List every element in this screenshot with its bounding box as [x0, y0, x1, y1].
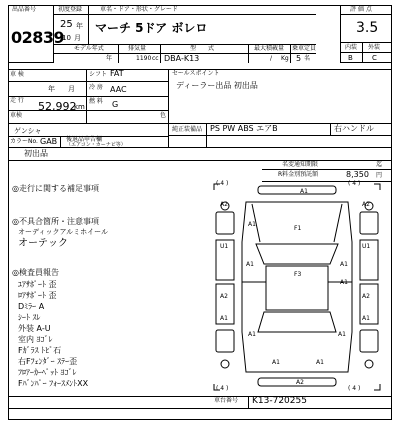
interior-label: 内装: [345, 44, 358, 51]
score-value: 3.5: [356, 20, 379, 36]
damage-mark: A1: [248, 221, 256, 228]
section3-title: ◎検査員報告: [12, 268, 59, 277]
exterior-label: 外装: [368, 44, 381, 51]
lot-label: 出品番号: [12, 6, 37, 13]
damage-mark: U1: [362, 243, 371, 250]
extras-label: 後退品申告欄: [66, 136, 103, 143]
damage-mark: A1: [316, 359, 324, 366]
mileage-unit: km: [74, 103, 85, 111]
chassis-label: 車台番号: [214, 397, 239, 404]
max-load-unit: Kg: [281, 55, 289, 62]
damage-mark: A1: [338, 331, 346, 338]
damage-mark: U1: [220, 243, 229, 250]
doc-label: 名変通知期限: [282, 161, 319, 168]
tax-value: 8,350: [346, 170, 369, 179]
damage-mark: A1: [246, 261, 254, 268]
damage-mark: A1: [340, 279, 348, 286]
capacity-value: 5: [296, 54, 302, 63]
fuel-value: G: [112, 100, 119, 109]
color-code-label: カラーNo.: [10, 138, 38, 145]
report-line: 室内 ﾖｺﾞﾚ: [18, 335, 53, 344]
report-line: Dﾐﾗｰ A: [18, 302, 45, 311]
model-year-label: モデル年式: [74, 45, 104, 52]
lot-number: 02839: [11, 28, 65, 47]
damage-mark: A2: [362, 293, 370, 300]
damage-mark: A1: [300, 188, 308, 195]
color-label: 色: [160, 112, 167, 119]
color-code-value: GAB: [40, 137, 58, 146]
capacity-unit: 名: [304, 55, 311, 62]
shift-value: FAT: [110, 69, 124, 78]
damage-mark: A1: [362, 315, 370, 322]
reg-year-unit: 年: [76, 22, 83, 30]
model-year-unit: 年: [106, 55, 113, 62]
corner-label-br: ( 4 ): [348, 385, 361, 392]
displacement-unit: cc: [152, 55, 159, 62]
section2-line: オーテック: [18, 238, 68, 249]
displacement-value: 1190: [136, 55, 152, 62]
shift-label: シフト: [89, 71, 108, 78]
section2-line: オーディックアルミホイール: [18, 228, 109, 236]
inspection-year-unit: 年: [48, 85, 55, 93]
report-line: ｼｰﾄ ｽﾚ: [18, 313, 41, 322]
max-load-value: /: [270, 55, 273, 62]
damage-mark: A1: [220, 315, 228, 322]
reg-month: 10: [62, 34, 71, 42]
damage-mark: A1: [248, 331, 256, 338]
report-line: Fﾊﾞﾝﾊﾟｰ ﾌｫｰｽﾒﾝﾄXX: [18, 379, 89, 388]
extras-label-2: （エアコン・カーナビ等）: [66, 142, 126, 148]
report-line: ﾛｱｻﾎﾟｰﾄ 歪: [18, 291, 57, 300]
ac-value: AAC: [110, 85, 127, 94]
car-name: マーチ 5ドア ボレロ: [95, 21, 208, 35]
reg-month-unit: 月: [74, 34, 81, 42]
interior-grade: B: [348, 54, 353, 62]
max-load-label: 最大積載量: [254, 45, 285, 52]
color-type-value: ゲンシャ: [14, 127, 42, 135]
damage-mark: A1: [340, 261, 348, 268]
ac-label: 冷 房: [89, 84, 103, 91]
car-outline: [212, 182, 382, 392]
report-line: 右Fﾌｪﾝﾀﾞｰ ｽﾃｰ歪: [18, 357, 78, 366]
damage-mark: F1: [294, 225, 302, 232]
report-line: 外装 A-U: [18, 324, 51, 333]
damage-mark: A2: [362, 201, 370, 208]
tax-label: R料金別預託額: [278, 171, 319, 178]
damage-mark: A2: [296, 379, 304, 386]
steering-value: 右ハンドル: [334, 124, 374, 133]
type-value: DBA-K13: [164, 54, 200, 63]
corner-label-tl: ( 4 ): [216, 180, 229, 187]
mileage-value: 52,992: [38, 100, 77, 113]
mileage-label: 走 行: [10, 97, 24, 104]
exterior-grade: C: [372, 54, 377, 62]
type-label: 型 式: [190, 45, 215, 52]
fuel-label: 燃 料: [89, 98, 103, 105]
car-label: 車名・ドア・形状・グレード: [100, 6, 178, 13]
section2-title: ◎不具合箇所・注意事項: [12, 217, 99, 226]
damage-mark: A2: [220, 201, 228, 208]
capacity-label: 乗車定員: [292, 45, 317, 52]
equipment-value: PS PW ABS エアB: [210, 124, 278, 133]
reg-year: 25: [60, 19, 73, 30]
report-line: ﾕｱｻﾎﾟｰﾄ 歪: [18, 280, 57, 289]
displacement-label: 排気量: [128, 45, 147, 52]
car-diagram: [212, 182, 382, 392]
inspection-month-unit: 月: [68, 85, 75, 93]
damage-mark: A1: [272, 359, 280, 366]
damage-mark: A2: [220, 293, 228, 300]
report-line: ﾌﾛｱｰｶｰﾍﾟｯﾄ ﾖｺﾞﾚ: [18, 368, 77, 377]
reg-label: 初度登録: [58, 6, 83, 13]
score-label: 評 価 点: [350, 6, 372, 13]
section1-title: ◎走行に関する補足事項: [12, 184, 99, 193]
corner-label-bl: ( 4 ): [216, 385, 229, 392]
color-type-label: 車検: [10, 112, 23, 119]
corner-label-tr: ( 4 ): [348, 180, 361, 187]
tax-unit: 円: [376, 172, 383, 179]
inspection-label: 車 検: [10, 71, 24, 78]
sales-point-value: ディーラー出品 初出品: [176, 81, 258, 90]
first-listing-badge: 初出品: [24, 149, 48, 158]
chassis-value: K13-720255: [252, 396, 307, 406]
equipment-label: 純正装備品: [172, 126, 203, 133]
report-line: Fｶﾞﾗｽ ﾄﾋﾞ石: [18, 346, 62, 355]
damage-mark: F3: [294, 271, 302, 278]
doc-unit: 迄: [376, 161, 383, 168]
sales-point-label: セールスポイント: [172, 70, 220, 77]
